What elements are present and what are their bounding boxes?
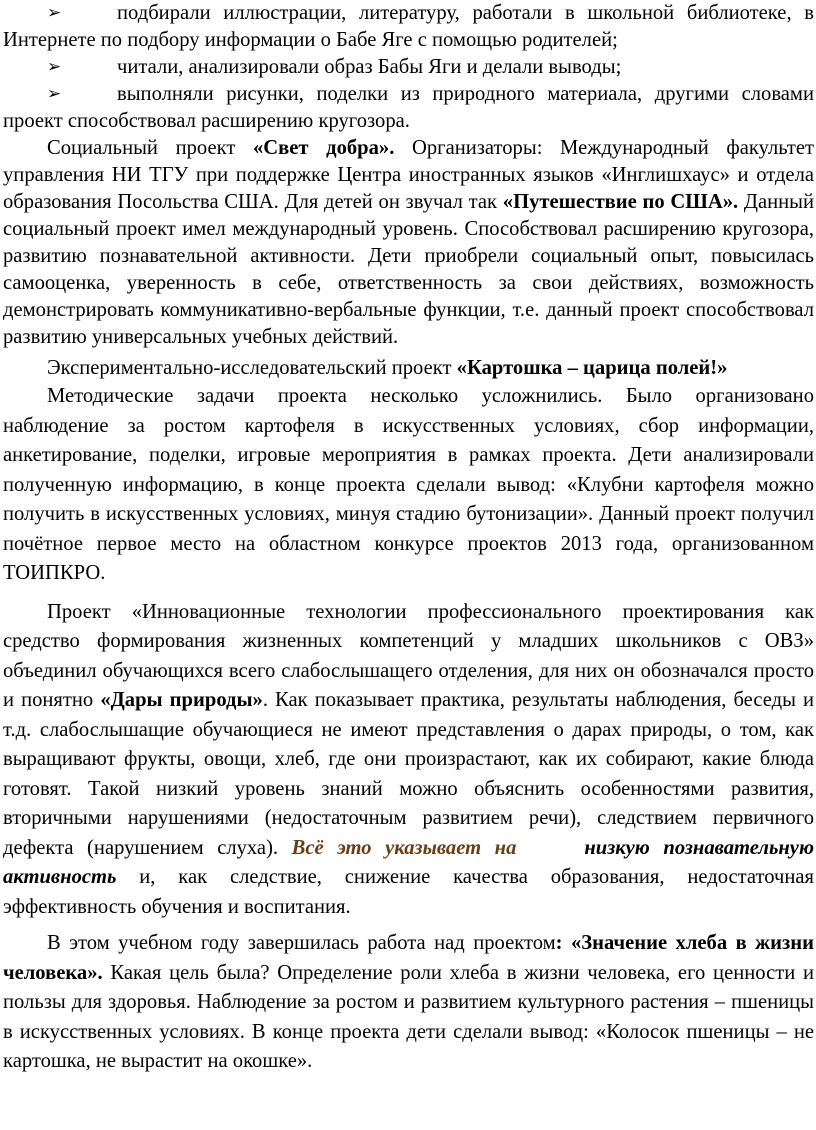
bullet-text: подбирали иллюстрации, литературу, работали в школьной библиотеке, в Интернете по подбору информации о Бабе Яге с помощью родителей; (3, 2, 814, 51)
text-run: Какая цель была? Определение роли хлеба в жизни человека, его ценности и пользы для здоровья. Наблюдение за ростом и развитием культурного растения – пшеницы в искусственных условиях. В конце проекта дети сделали вывод: «Колосок пшеницы – не картошка, не вырастит на окошке». (3, 961, 814, 1072)
paragraph-methodical-tasks (3, 382, 814, 589)
text-run: Данный социальный проект имел международный уровень. Способствовал расширению кругозора, развитию познавательной активности. Дети приобрели социальный опыт, повысилась самооценка, уверенность в себе, ответственность за свои действиях, возможность демонстрировать коммуникативно-вербальные функции, т.е. данный проект способствовал развитию универсальных учебных действий. (3, 191, 814, 348)
bullet-item-analysis (3, 54, 814, 81)
project-title-bold: «Путешествие по США». (502, 191, 739, 213)
project-title-bold: «Картошка – царица полей!» (456, 357, 728, 379)
bullet-item-drawings (3, 81, 814, 135)
project-title-bold: «Дары природы» (100, 689, 263, 711)
text-run: Методические задачи проекта несколько усложнились. Было организовано наблюдение за ростом картофеля в искусственных условиях, сбор информации, анкетирование, поделки, игровые мероприятия в рамках проекта. Дети анализировали полученную информацию, в конце проекта сделали вывод: «Клубни картофеля можно получить в искусственных условиях, минуя стадию бутонизации». Данный проект получил почётное первое место на областном конкурсе проектов 2013 года, организованном ТОИПКРО. (3, 385, 814, 584)
bullet-text: читали, анализировали образ Бабы Яги и делали выводы; (117, 56, 622, 78)
emphasis-phrase: Всё это указывает на (291, 836, 517, 859)
bullet-text: выполняли рисунки, поделки из природного материала, другими словами проект способствовал расширению кругозора. (3, 83, 814, 132)
project-title-bold: «Свет добра». (252, 137, 395, 159)
text-run: и, как следствие, снижение качества образования, недостаточная эффективность обучения и воспитания. (3, 866, 814, 918)
emphasis-phrase: низкую познавательную активность (3, 836, 814, 888)
paragraph-experiment-project (3, 355, 814, 382)
arrowhead-bullet-icon: ➢ (47, 3, 62, 23)
text-run: Социальный проект (47, 137, 253, 159)
text-run: . Как показывает практика, результаты наблюдения, беседы и т.д. слабослышащие обучающиеся не имеют представления о дарах природы, о том, как выращивают фрукты, овощи, хлеб, где они произрастают, как их собирают, какие блюда готовят. Такой низкий уровень знаний можно объяснить особенностями развития, вторичными нарушениями (недостаточным развитием речи), следствием первичного дефекта (нарушением слуха). (3, 689, 815, 859)
project-title-bold: : «Значение хлеба в жизни человека». (3, 932, 814, 984)
paragraph-innovation-project (3, 598, 814, 923)
text-run: Экспериментально-исследовательский проект (47, 357, 457, 379)
arrowhead-bullet-icon: ➢ (47, 57, 62, 77)
text-run: Организаторы: Международный факультет управления НИ ТГУ при поддержке Центра иностранных языков «Инглишхаус» и отдела образования Посольства США. Для детей он звучал так (3, 137, 815, 213)
arrowhead-bullet-icon: ➢ (47, 84, 62, 104)
paragraph-social-project (3, 135, 814, 351)
paragraph-bread-project (3, 929, 814, 1077)
text-run: В этом учебном году завершилась работа над проектом (47, 932, 556, 954)
text-run: Проект «Инновационные технологии профессионального проектирования как средство формирования жизненных компетенций у младших школьников с ОВЗ» объединил обучающихся всего слабослышащего отделения, для них он обозначался просто и понятно (3, 600, 814, 711)
bullet-item-illustrations (3, 0, 814, 54)
